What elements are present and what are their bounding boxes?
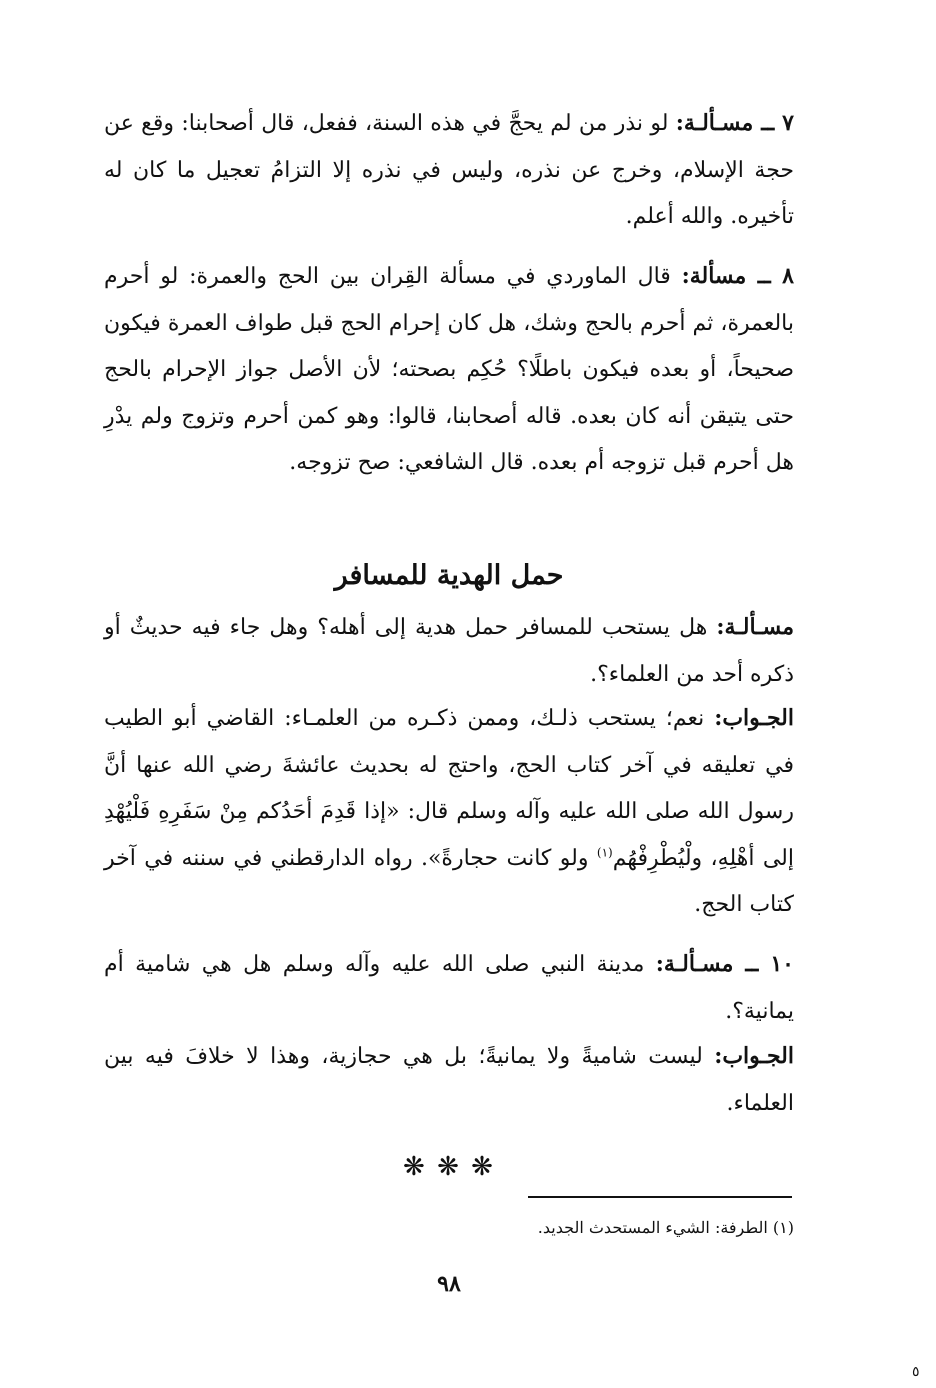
issue-9-answer-label: الجـواب: [714, 705, 794, 731]
issue-8-paragraph [104, 253, 794, 487]
issue-7-text: لو نذر من لم يحجَّ في هذه السنة، ففعل، قال أصحابنا: وقع عن حجة الإسلام، وخرج عن نذره، وليس في نذره إلا التزامُ تعجيل ما كان له تأخيره. والله أعلم. [104, 111, 794, 229]
section-heading: حمل الهدية للمسافر [334, 560, 564, 591]
issue-10-question [104, 941, 794, 1035]
footnote-divider [528, 1196, 792, 1198]
issue-8-text: قال الماوردي في مسألة القِران بين الحج والعمرة: لو أحرم بالعمرة، ثم أحرم بالحج وشك، هل كان إحرام الحج قبل طواف العمرة فيكون صحيحاً، أو بعده فيكون باطلًا؟ حُكِم بصحته؛ لأن الأصل جواز الإحرام بالحج حتى يتيقن أنه كان بعده. قاله أصحابنا، قالوا: وهو كمن أحرم وتزوج ولم يدْرِ هل أحرم قبل تزوجه أم بعده. قال الشافعي: صح تزوجه. [104, 264, 794, 475]
issue-9-answer-text-1: نعم؛ يستحب ذلـك، وممن ذكـره من العلمـاء: القاضي أبو الطيب في تعليقه في آخر كتاب الحج، واحتج له بحديث عائشةَ رضي الله عنها أنَّ رسول الله صلى الله عليه وآله وسلم قال: «إذا قَدِمَ أحَدُكم مِنْ سَفَرِهِ فَلْيُهْدِ إلى أهْلِهِ، ولْيُطْرِفْهُم [104, 706, 794, 871]
issue-10-question-text: مدينة النبي صلى الله عليه وآله وسلم هل هي شامية أم يمانية؟. [104, 952, 794, 1024]
issue-9-question-label: مسـألـة: [716, 614, 794, 640]
footnote-reference: (١) [596, 845, 613, 860]
issue-8-label: ٨ ــ مسألة: [681, 263, 794, 289]
issue-9-question-text: هل يستحب للمسافر حمل هدية إلى أهله؟ وهل جاء فيه حديثٌ أو ذكره أحد من العلماء؟. [104, 615, 794, 687]
issue-10-answer-label: الجـواب: [714, 1043, 794, 1069]
issue-9-question [104, 604, 794, 698]
footnote: (١) الطرفة: الشيء المستحدث الجديد. [537, 1218, 794, 1237]
issue-7-paragraph [104, 100, 794, 241]
issue-10-answer-text: ليست شاميةً ولا يمانيةً؛ بل هي حجازية، وهذا لا خلافَ فيه بين العلماء. [104, 1044, 794, 1116]
corner-mark: ٥ [912, 1364, 920, 1380]
section-separator: ❋ ❋ ❋ [403, 1152, 495, 1182]
page-number: ٩٨ [437, 1271, 461, 1297]
issue-7-label: ٧ ــ مسـألـة: [675, 110, 794, 136]
issue-9-answer-text-2: ولو كانت حجارةً». رواه الدارقطني في سننه في آخر كتاب الحج. [104, 845, 794, 917]
issue-9-answer [104, 695, 794, 929]
issue-10-answer [104, 1033, 794, 1127]
issue-10-question-label: ١٠ ــ مسـألـة: [655, 951, 794, 977]
